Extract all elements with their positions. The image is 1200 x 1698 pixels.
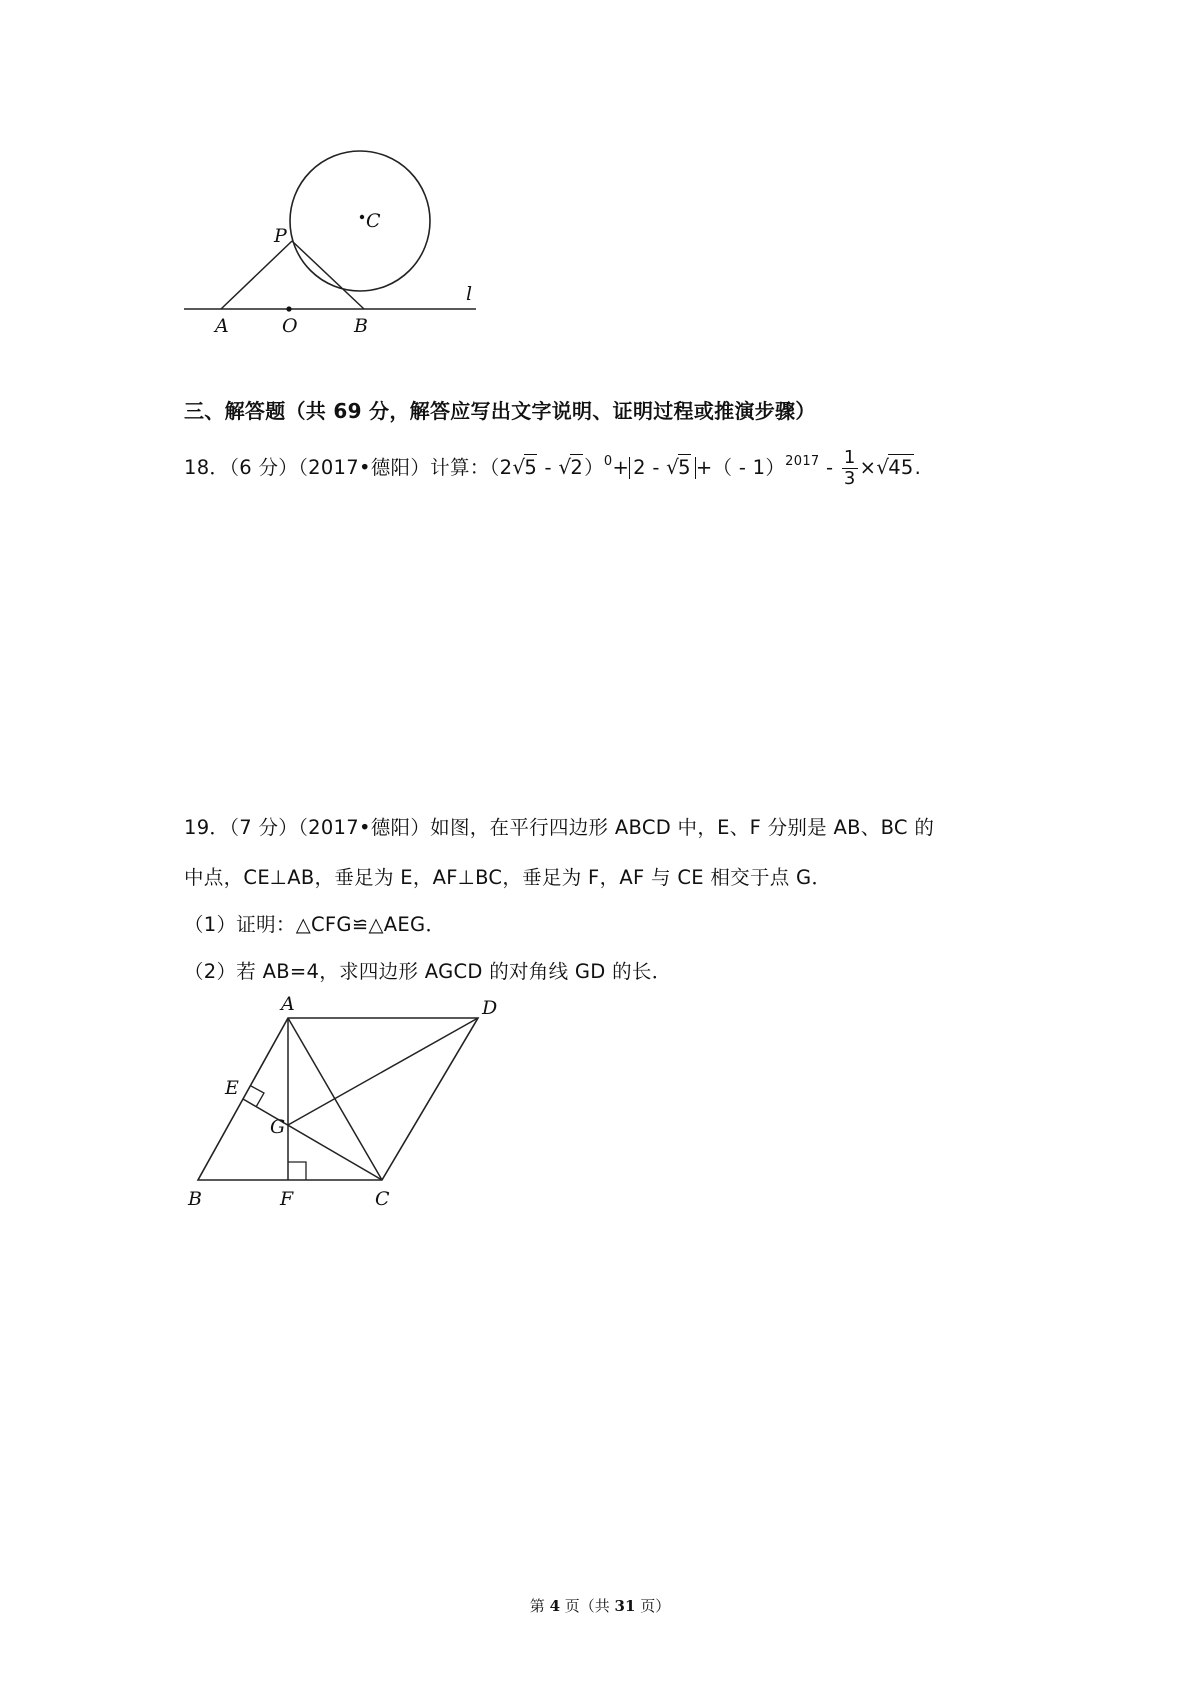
label-c2: C (375, 1188, 390, 1210)
label-b2: B (188, 1188, 202, 1210)
question-18 (184, 448, 921, 489)
page-total: 31 (614, 1597, 636, 1615)
q18-times: × (859, 456, 877, 479)
q18-fraction: $\frac{1}{3}$ (843, 447, 856, 489)
figure-parallelogram (170, 990, 510, 1210)
circle-c (290, 151, 430, 291)
label-l: l (466, 283, 473, 305)
q18-plus-neg1: +（ - 1） (695, 456, 786, 479)
page-footer: 第 4 页（共 31 页） (529, 1597, 671, 1615)
q18-sqrt-5b: √ 5 (666, 457, 692, 479)
q18-minus: - (538, 456, 559, 479)
q19-line2: 中点，CE⊥AB，垂足为 E，AF⊥BC，垂足为 F，AF 与 CE 相交于点 G． (184, 866, 832, 889)
label-a: A (215, 315, 229, 337)
q18-exp-0: 0 (603, 454, 613, 469)
q18-sqrt-2: √ 2 (558, 456, 584, 479)
section-heading: 三、解答题（共 69 分，解答应写出文字说明、证明过程或推演步骤） (184, 399, 816, 423)
right-angle-e (251, 1086, 264, 1107)
label-d: D (482, 997, 498, 1019)
q18-prefix: 18．（6 分）（2017•德阳）计算：（2 (184, 456, 513, 479)
q18-plus: + (612, 456, 630, 479)
label-g: G (270, 1116, 286, 1138)
label-o: O (282, 315, 298, 337)
segment-pb (292, 241, 364, 309)
q18-minus2: - (819, 456, 840, 479)
figure-circle-tangent (170, 150, 490, 350)
q18-abs: 2 - √ 5 (629, 457, 696, 479)
q19-line1: 19．（7 分）（2017•德阳）如图，在平行四边形 ABCD 中，E、F 分别是 AB、BC 的 (184, 816, 935, 839)
label-p: P (274, 225, 287, 247)
segment-pa (221, 241, 292, 309)
right-angle-f (288, 1162, 306, 1180)
label-e: E (225, 1077, 239, 1099)
label-b: B (354, 315, 368, 337)
q18-paren: ） (584, 456, 604, 479)
q19-part2: （2）若 AB=4，求四边形 AGCD 的对角线 GD 的长． (184, 960, 672, 983)
q18-sqrt-45: √ 45 (876, 456, 914, 479)
point-c (360, 215, 364, 219)
q18-exp-2017: 2017 (785, 454, 820, 469)
label-a2: A (281, 993, 295, 1015)
point-o (286, 306, 291, 311)
q19-part1: （1）证明：△CFG≌△AEG． (184, 913, 446, 936)
q18-period: . (914, 456, 922, 479)
label-c: C (366, 210, 381, 232)
q18-sqrt-5: √ 5 (512, 456, 538, 479)
page-number: 4 (549, 1597, 560, 1615)
segment-gd (288, 1018, 478, 1125)
label-f: F (280, 1188, 294, 1210)
